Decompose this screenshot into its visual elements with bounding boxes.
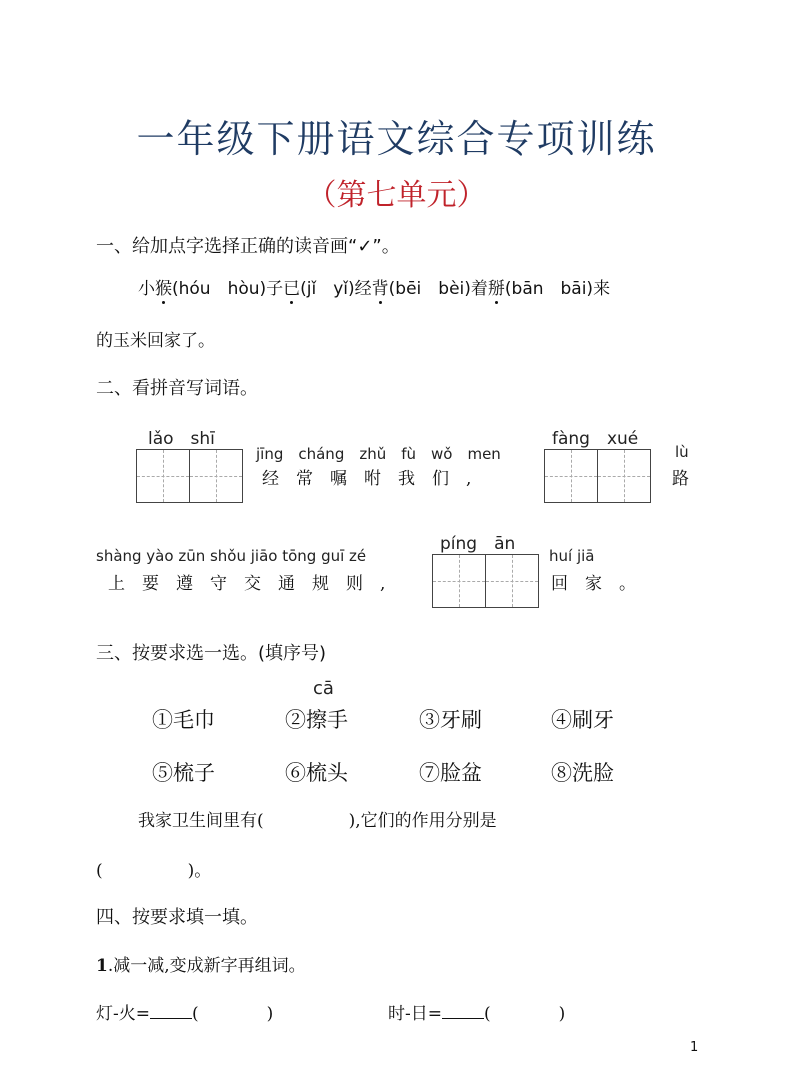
exercise-2-expr: 时-日= [388, 1004, 442, 1024]
writing-grid-1[interactable] [136, 449, 243, 503]
hanzi-sentence-1: 经 常 嘱 咐 我 们 , [262, 469, 472, 489]
pinyin-fangxue: fàng xué [552, 429, 639, 449]
page-title: 一年级下册语文综合专项训练 [136, 117, 657, 161]
char: 着 [470, 279, 488, 299]
option-6: ⑥梳头 [285, 761, 348, 785]
dotted-char: 猴 [155, 274, 172, 299]
pinyin-huijia: huí jiā [549, 547, 595, 565]
pinyin-laoshi: lǎo shī [148, 429, 215, 449]
char: 子 [266, 279, 284, 299]
page-subtitle: （第七单元） [306, 178, 487, 213]
page-number: 1 [690, 1040, 699, 1055]
pinyin-choice[interactable]: (bēi bèi) [388, 279, 471, 299]
exercise-1-expr: 灯-火= [96, 1004, 150, 1024]
section-1-line-2: 的玉米回家了。 [96, 331, 215, 351]
exercise-1-word[interactable]: ( ) [192, 1004, 274, 1024]
option-1: ①毛巾 [152, 708, 215, 732]
option-5: ⑤梳子 [152, 761, 215, 785]
subquestion-text: .减一减,变成新字再组词。 [107, 956, 306, 976]
exercise-2-word[interactable]: ( ) [484, 1004, 566, 1024]
pinyin-sentence-1: jīng cháng zhǔ fù wǒ men [256, 445, 501, 463]
dotted-char: 掰 [488, 274, 505, 299]
exercise-2 [388, 999, 565, 1024]
writing-grid-3[interactable] [432, 554, 539, 608]
subquestion-number: 1 [96, 956, 108, 976]
dotted-char: 已 [283, 274, 300, 299]
answer-blank[interactable] [150, 1002, 192, 1019]
option-3: ③牙刷 [419, 708, 482, 732]
writing-grid-2[interactable] [544, 449, 651, 503]
option-2: ②擦手 [285, 708, 348, 732]
char: 来 [593, 279, 611, 299]
option-4: ④刷牙 [551, 708, 614, 732]
pinyin-sentence-2: shàng yào zūn shǒu jiāo tōng guī zé [96, 547, 367, 565]
section-1-line-1 [138, 274, 610, 299]
question-line-1: 我家卫生间里有( ),它们的作用分别是 [138, 811, 497, 831]
char: 经 [354, 279, 372, 299]
section-2-heading: 二、看拼音写词语。 [96, 378, 258, 399]
char: 小 [138, 279, 155, 299]
hanzi-lu: 路 [672, 469, 689, 489]
section-1-heading: 一、给加点字选择正确的读音画“✓”。 [96, 236, 400, 257]
option-7: ⑦脸盆 [419, 761, 482, 785]
pinyin-choice[interactable]: (hóu hòu) [172, 279, 267, 299]
question-line-2: ( )。 [96, 861, 212, 881]
hanzi-sentence-2: 上 要 遵 守 交 通 规 则 , [108, 574, 386, 594]
dotted-char: 背 [372, 274, 389, 299]
subquestion-1 [96, 951, 306, 976]
pinyin-ca: cā [313, 678, 334, 699]
hanzi-huijia: 回 家 。 [551, 574, 636, 594]
section-3-heading: 三、按要求选一选。(填序号) [96, 643, 327, 664]
pinyin-choice[interactable]: (jǐ yǐ) [300, 279, 355, 299]
section-4-heading: 四、按要求填一填。 [96, 907, 258, 928]
pinyin-pingan: píng ān [440, 534, 516, 554]
pinyin-lu: lù [675, 443, 689, 461]
pinyin-choice[interactable]: (bān bāi) [504, 279, 594, 299]
answer-blank[interactable] [442, 1002, 484, 1019]
exercise-1 [96, 999, 273, 1024]
option-8: ⑧洗脸 [551, 761, 614, 785]
